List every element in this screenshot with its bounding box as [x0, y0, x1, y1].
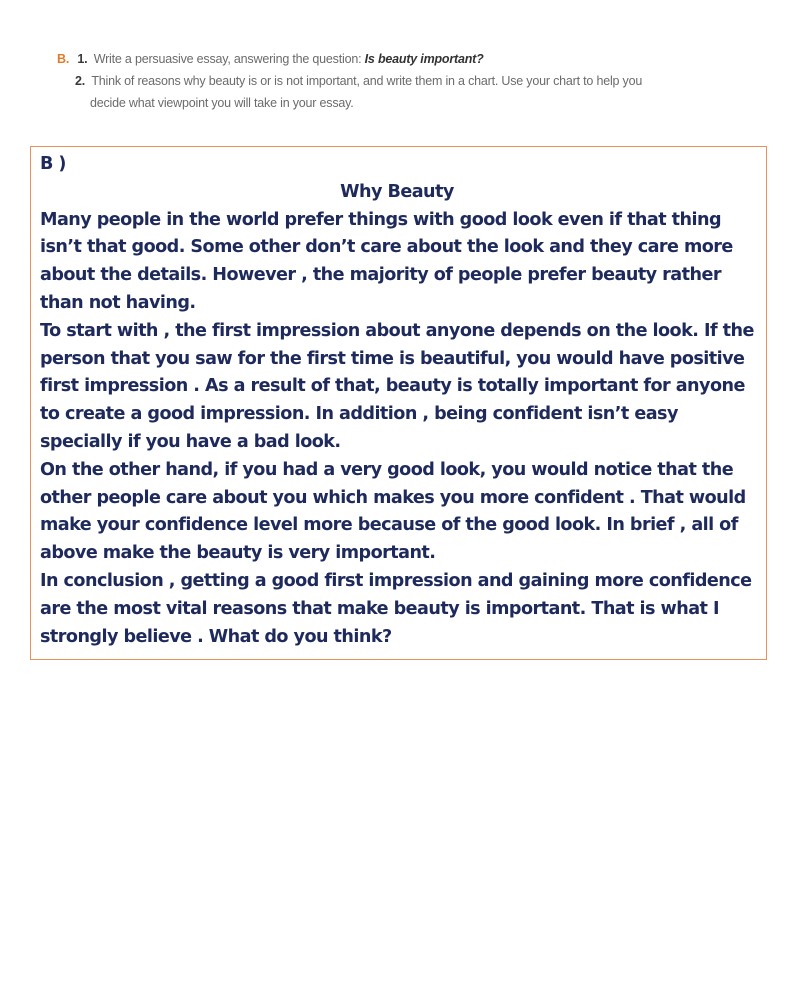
item-1-text: Write a persuasive essay, answering the question: [93, 52, 365, 66]
essay-label: B ) [40, 154, 66, 174]
essay-paragraph-second-reason: On the other hand, if you had a very good look, you would notice that the other people care about you which makes you more confident . That would make your confidence level more because of the good look. In brief , all of above make the beauty is very important. [40, 459, 746, 564]
section-letter: B. [57, 52, 70, 66]
instruction-item-2 [75, 74, 642, 88]
essay-box [30, 146, 767, 660]
essay-paragraph-introduction: Many people in the world prefer things with good look even if that thing isn’t that good. Some other don’t care about the look and they care more about the details. However , the majority of people prefer beauty rather than not having. [40, 209, 733, 313]
essay-title: Why Beauty [340, 181, 454, 202]
essay-paragraph-conclusion: In conclusion , getting a good first impression and gaining more confidence are the most vital reasons that make beauty is important. That is what I strongly believe . What do you think? [40, 570, 752, 647]
assignment-instructions [0, 0, 800, 130]
item-1-number: 1. [77, 52, 88, 66]
item-2-text-line-1: Think of reasons why beauty is or is not important, and write them in a chart. Use your chart to help you [91, 74, 643, 88]
item-1-question: Is beauty important? [364, 52, 484, 66]
instruction-item-2-continued [90, 96, 354, 110]
item-2-text-line-2: decide what viewpoint you will take in your essay. [90, 96, 354, 110]
item-2-number: 2. [75, 74, 86, 88]
instruction-item-1 [57, 52, 484, 66]
essay-paragraph-first-reason: To start with , the first impression about anyone depends on the look. If the person that you saw for the first time is beautiful, you would have positive first impression . As a result of that, beauty is totally important for anyone to create a good impression. In addition , being confident isn’t easy specially if you have a bad look. [40, 320, 754, 452]
